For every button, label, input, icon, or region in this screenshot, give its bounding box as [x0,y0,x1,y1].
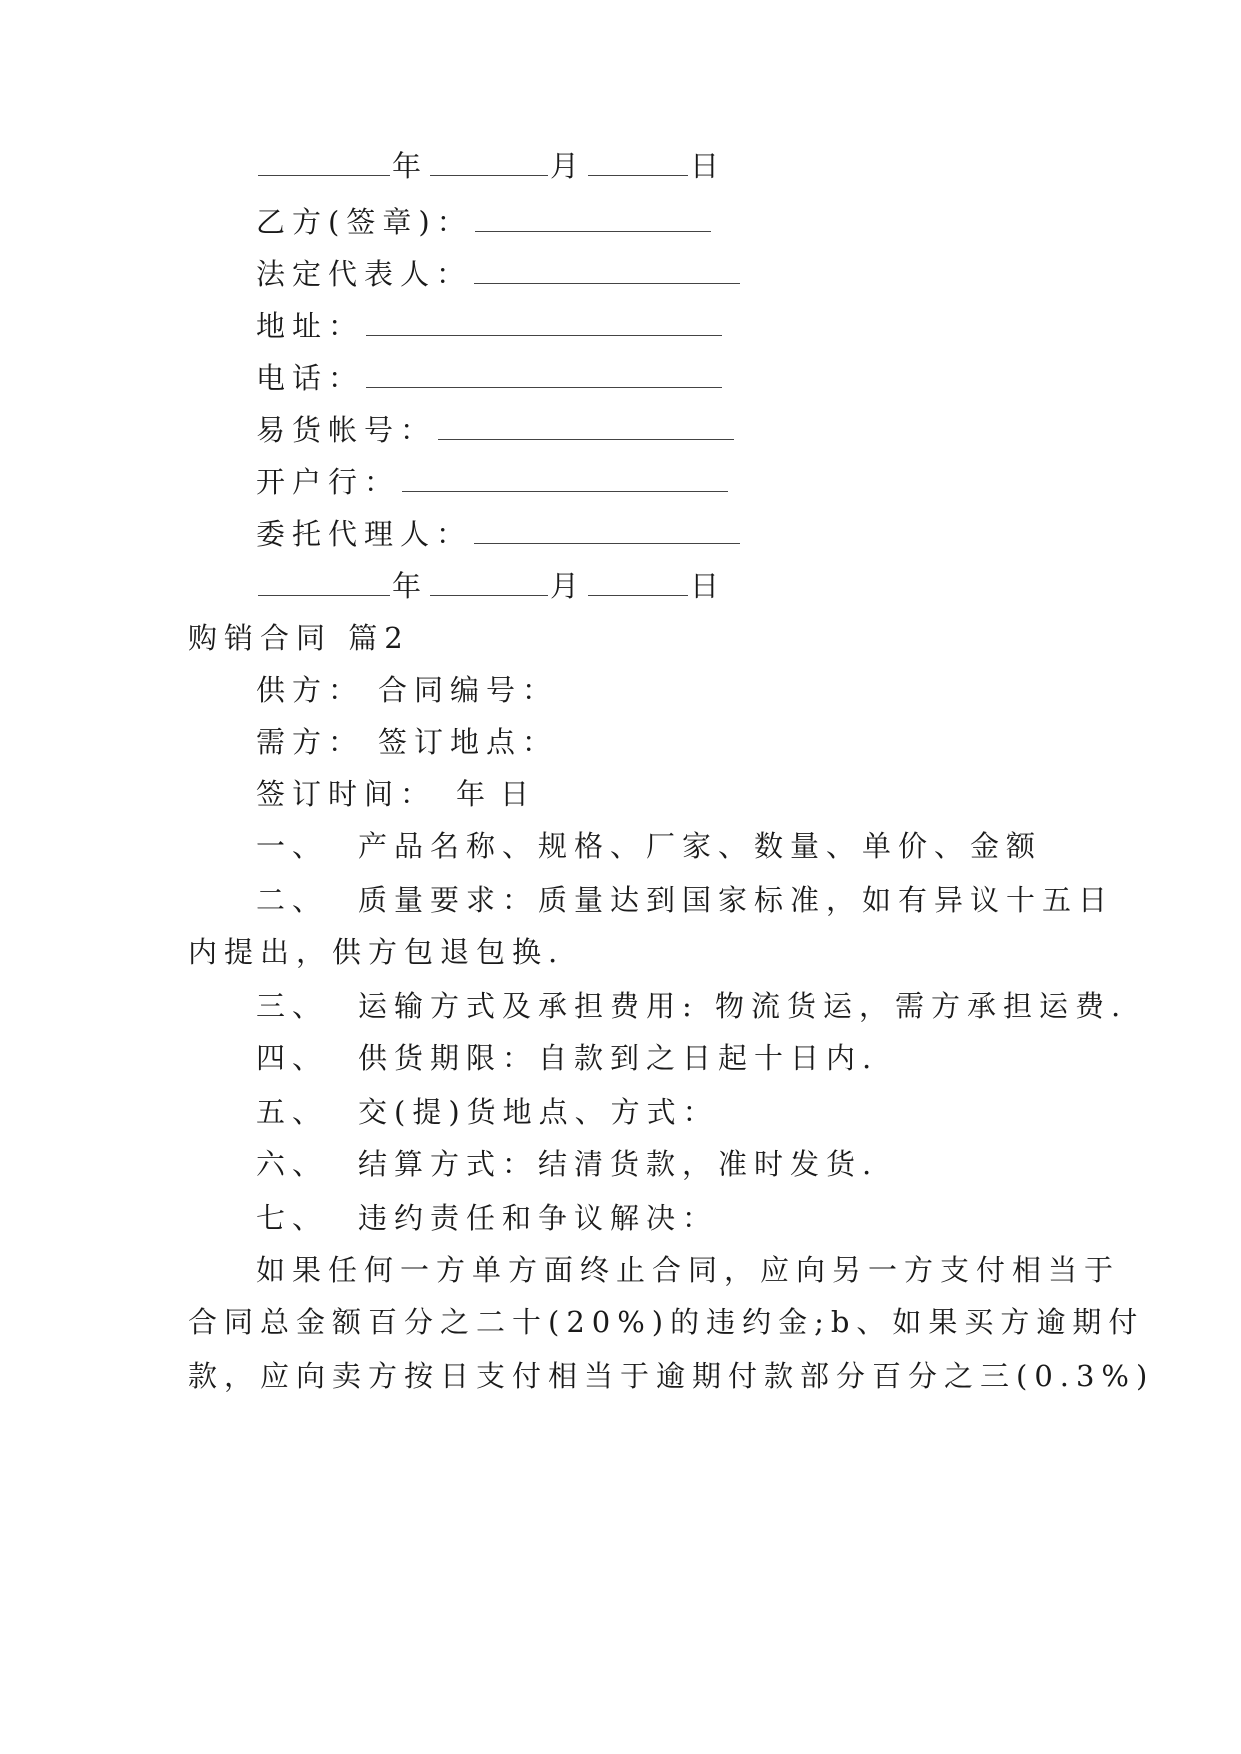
party-b-label: 乙方(签章)： [256,205,473,239]
paragraph-line-2: 合同总金额百分之二十(20%)的违约金;b、如果买方逾期付 [188,1305,1145,1339]
party-b-blank [475,205,711,232]
bank-line [256,462,730,502]
clause-text: 违约责任和争议解决： [358,1201,719,1235]
clause-text: 结算方式：结清货款，准时发货. [358,1147,879,1181]
address-label: 地址： [256,309,365,343]
paragraph-line-3: 款，应向卖方按日支付相当于逾期付款部分百分之三(0.3%) [188,1359,1155,1393]
account-line [256,410,736,450]
account-label: 易货帐号： [256,413,437,447]
clause-6 [256,1144,878,1184]
month-label: 月 [550,569,587,603]
legal-rep-line [256,254,742,294]
clause-text: 供货期限：自款到之日起十日内. [358,1041,879,1075]
clause-number: 一、 [256,829,329,863]
legal-rep-blank [474,257,740,284]
clause-number: 二、 [256,883,329,917]
year-label: 年 [392,569,429,603]
month-blank [430,569,548,596]
party-b-line [256,202,713,242]
bank-blank [402,465,728,492]
address-line [256,306,724,346]
clause-text: 交(提)货地点、方式： [358,1095,719,1129]
day-blank [588,569,688,596]
agent-label: 委托代理人： [256,517,473,551]
date-line-1 [256,146,726,186]
supplier-label: 供方： [256,673,365,707]
day-blank [588,149,688,176]
agent-line [256,514,742,554]
section-title: 购销合同 篇2 [188,621,410,655]
day-label: 日 [690,569,727,603]
sign-place-label: 签订地点： [378,725,559,759]
clause-1 [256,826,1042,866]
supplier-line [256,670,558,710]
agent-blank [474,517,740,544]
year-blank [258,569,390,596]
clause-text: 质量要求：质量达到国家标准，如有异议十五日 [358,883,1115,917]
clause-number: 五、 [256,1095,329,1129]
phone-label: 电话： [256,361,365,395]
year-label: 年 [392,149,429,183]
month-blank [430,149,548,176]
clause-text: 产品名称、规格、厂家、数量、单价、金额 [358,829,1043,863]
buyer-line [256,722,558,762]
phone-line [256,358,724,398]
clause-text: 运输方式及承担费用: 物流货运，需方承担运费. [358,989,1128,1023]
buyer-label: 需方： [256,725,365,759]
clause-5 [256,1092,719,1132]
sign-time-year: 年 [456,777,493,811]
paragraph-line-1: 如果任何一方单方面终止合同，应向另一方支付相当于 [256,1253,1121,1287]
clause-7 [256,1198,718,1238]
sign-time-line [256,774,536,814]
account-blank [438,413,734,440]
contract-no-label: 合同编号： [378,673,559,707]
clause-number: 七、 [256,1201,329,1235]
clause-3 [256,986,1127,1026]
sign-time-day: 日 [500,777,537,811]
address-blank [366,309,722,336]
date-line-2 [256,566,726,606]
sign-time-label: 签订时间： [256,777,437,811]
bank-label: 开户行： [256,465,401,499]
day-label: 日 [690,149,727,183]
phone-blank [366,361,722,388]
clause-number: 三、 [256,989,329,1023]
clause-number: 四、 [256,1041,329,1075]
clause-2-continued: 内提出，供方包退包换. [188,935,565,969]
year-blank [258,149,390,176]
clause-2 [256,880,1114,920]
legal-rep-label: 法定代表人： [256,257,473,291]
clause-4 [256,1038,878,1078]
month-label: 月 [550,149,587,183]
clause-number: 六、 [256,1147,329,1181]
